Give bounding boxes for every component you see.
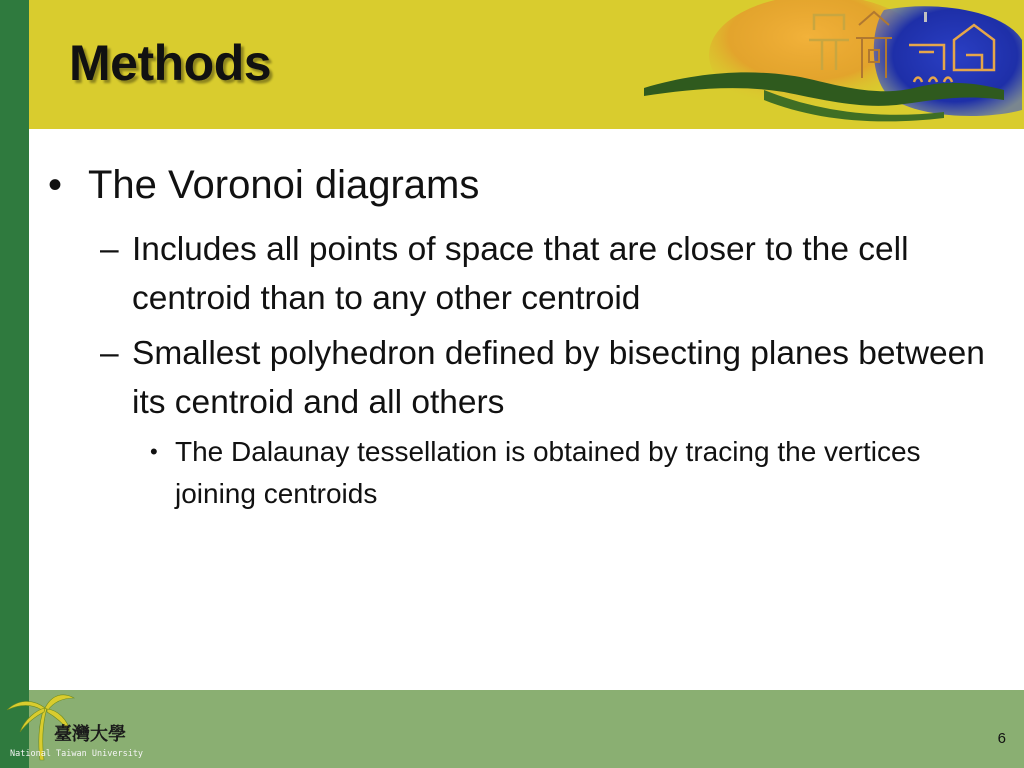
campus-building-illustration xyxy=(644,0,1024,129)
bullet-text: Includes all points of space that are closer to the cell centroid than to any other centroid xyxy=(132,231,909,317)
bullet-text: The Dalaunay tessellation is obtained by tracing the vertices joining centroids xyxy=(175,436,921,509)
palm-tree-logo xyxy=(2,690,172,768)
left-accent-bar xyxy=(0,0,29,690)
footer-logo-text: National Taiwan University xyxy=(10,749,144,759)
bullet-marker: • xyxy=(150,439,158,464)
slide-header xyxy=(29,0,1024,129)
svg-text:臺灣大學: 臺灣大學 xyxy=(54,724,126,745)
slide-title: Methods xyxy=(69,35,272,91)
bullet-text: The Voronoi diagrams xyxy=(88,163,480,207)
page-number: 6 xyxy=(997,730,1006,747)
dash-marker: – xyxy=(100,231,119,268)
bullet-text: Smallest polyhedron defined by bisecting planes between its centroid and all others xyxy=(132,335,985,421)
dash-marker: – xyxy=(100,335,119,372)
bullet-marker: • xyxy=(48,163,63,207)
